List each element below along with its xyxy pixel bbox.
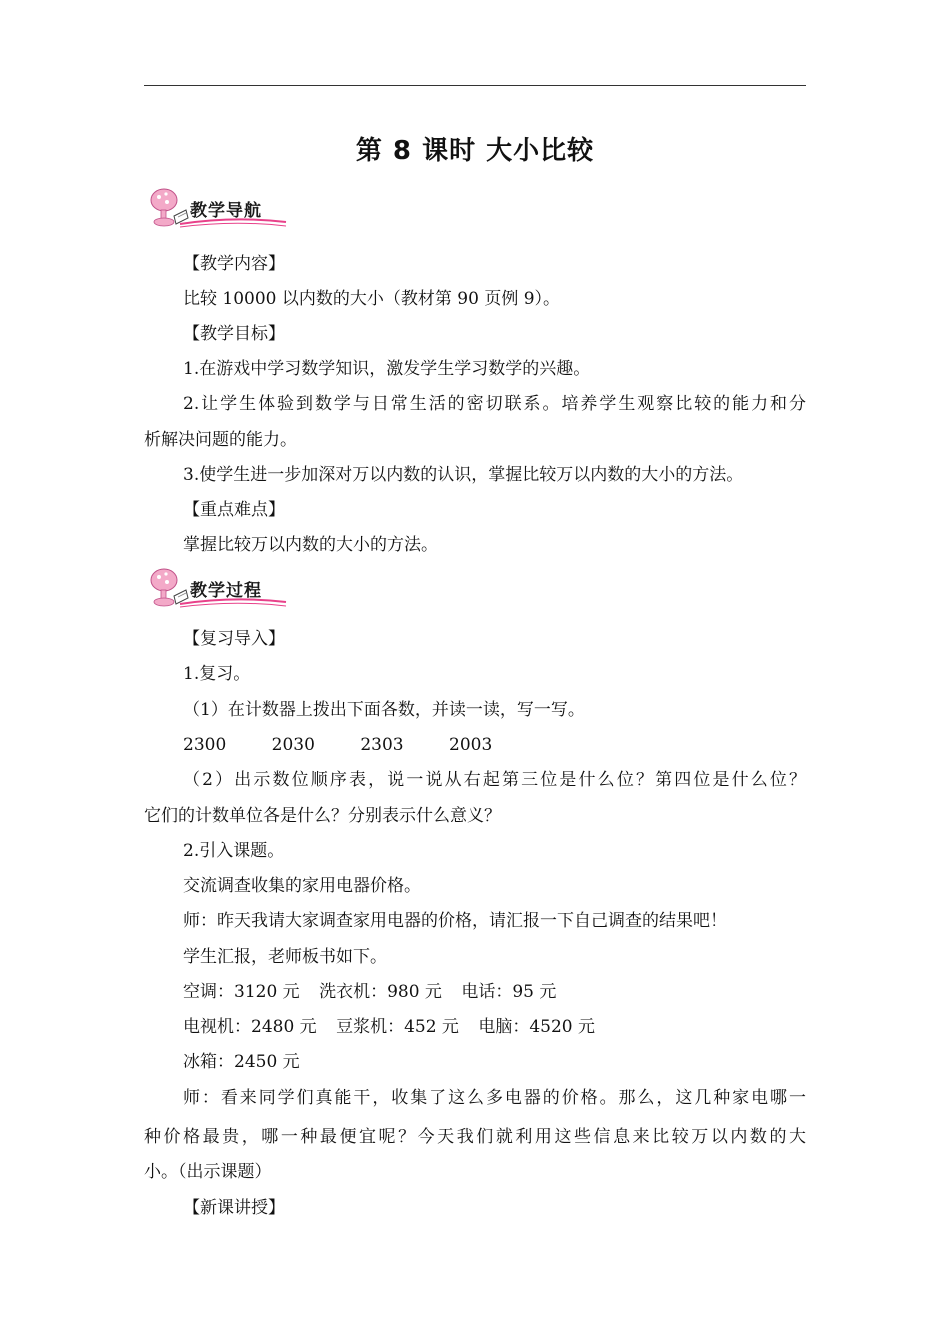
price-item: 电视机：2480 元: [183, 1017, 317, 1037]
price-item: 电脑：4520 元: [478, 1017, 596, 1037]
paragraph: （1）在计数器上拨出下面各数，并读一读，写一写。: [183, 700, 585, 720]
number-item: 2003: [449, 735, 493, 755]
page-title: 第 8 课时 大小比较: [355, 136, 595, 166]
paragraph: 比较 10000 以内数的大小（教材第 90 页例 9）。: [183, 289, 561, 309]
paragraph: 掌握比较万以内数的大小的方法。: [183, 535, 438, 555]
price-row: [183, 1050, 300, 1074]
number-item: 2300: [183, 735, 227, 755]
price-row: [183, 1015, 595, 1039]
number-item: 2303: [360, 735, 404, 755]
paragraph: 2.引入课题。: [183, 841, 285, 861]
heading-goal: 【教学目标】: [183, 324, 285, 344]
number-row: [183, 733, 492, 757]
section-banner-process: [144, 566, 294, 612]
section-title-process: 教学过程: [190, 581, 262, 601]
paragraph: 1.复习。: [183, 664, 251, 684]
price-row: [183, 980, 556, 1004]
paragraph: 2.让学生体验到数学与日常生活的密切联系。培养学生观察比较的能力和分: [183, 394, 806, 414]
paragraph: （2）出示数位顺序表，说一说从右起第三位是什么位？第四位是什么位？: [183, 770, 806, 790]
paragraph: 析解决问题的能力。: [144, 430, 297, 450]
price-item: 冰箱：2450 元: [183, 1052, 300, 1072]
header-rule: [144, 85, 806, 86]
heading-content: 【教学内容】: [183, 254, 285, 274]
paragraph: 1.在游戏中学习数学知识，激发学生学习数学的兴趣。: [183, 359, 591, 379]
section-banner-nav: [144, 186, 294, 232]
paragraph: 交流调查收集的家用电器价格。: [183, 876, 421, 896]
price-item: 空调：3120 元: [183, 982, 300, 1002]
heading-review: 【复习导入】: [183, 629, 285, 649]
section-title-nav: 教学导航: [190, 201, 262, 221]
price-item: 电话：95 元: [461, 982, 557, 1002]
paragraph: 种价格最贵，哪一种最便宜呢？今天我们就利用这些信息来比较万以内数的大: [144, 1127, 806, 1147]
paragraph: 它们的计数单位各是什么？分别表示什么意义？: [144, 806, 501, 826]
paragraph: 学生汇报，老师板书如下。: [183, 947, 387, 967]
paragraph: 师：昨天我请大家调查家用电器的价格，请汇报一下自己调查的结果吧！: [183, 911, 727, 931]
paragraph: 师：看来同学们真能干，收集了这么多电器的价格。那么，这几种家电哪一: [183, 1088, 806, 1108]
paragraph: 3.使学生进一步加深对万以内数的认识，掌握比较万以内数的大小的方法。: [183, 465, 744, 485]
paragraph: 小。（出示课题）: [144, 1162, 272, 1182]
price-item: 豆浆机：452 元: [336, 1017, 459, 1037]
number-item: 2030: [271, 735, 315, 755]
price-item: 洗衣机：980 元: [319, 982, 442, 1002]
heading-new-lesson: 【新课讲授】: [183, 1198, 285, 1218]
heading-key: 【重点难点】: [183, 500, 285, 520]
